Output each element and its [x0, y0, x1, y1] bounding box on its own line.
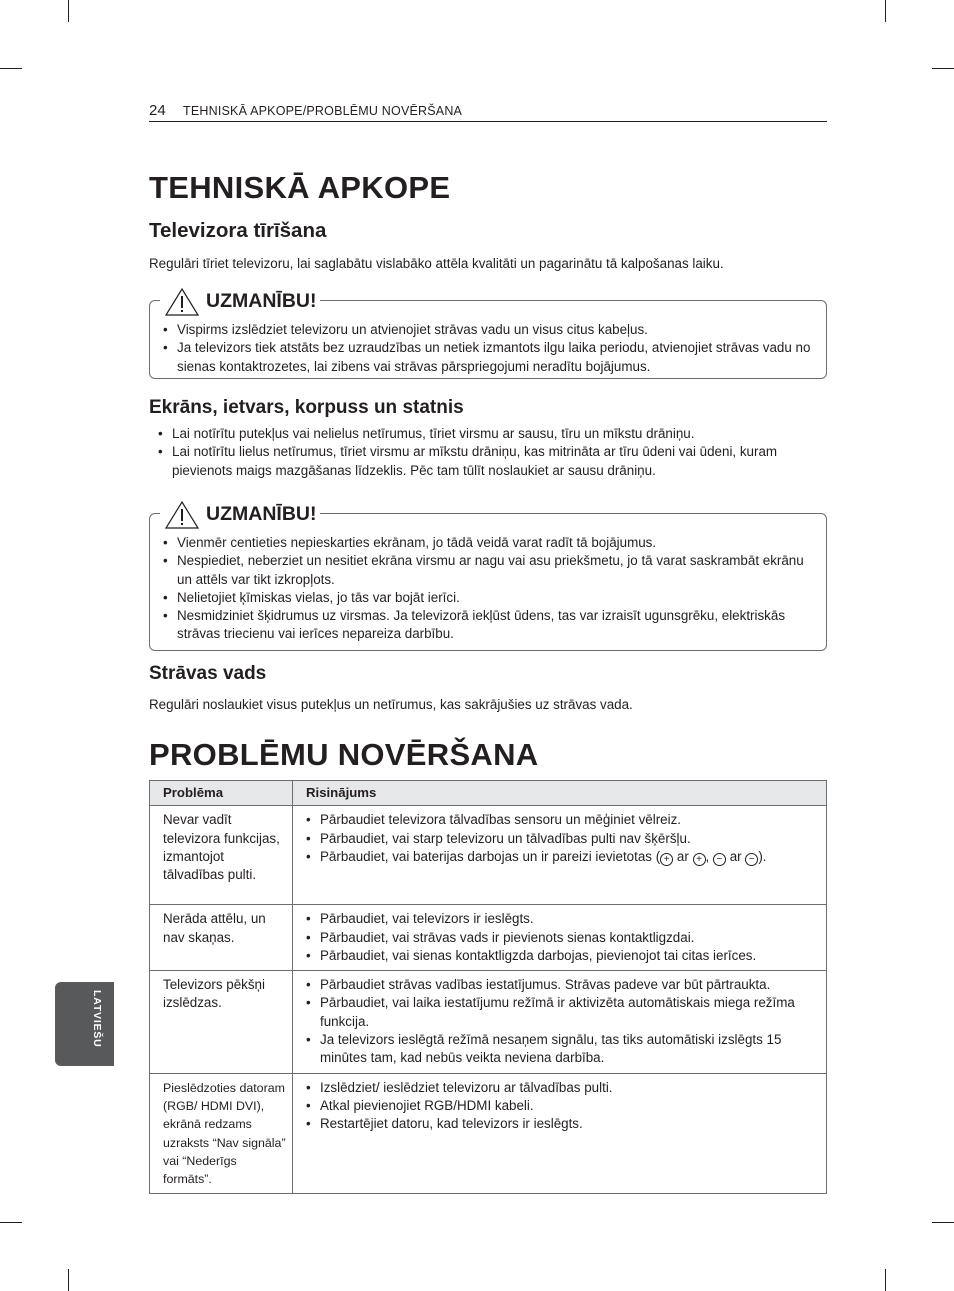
list-item: • Nesmidziniet šķidrumus uz virsmas. Ja televizorā iekļūst ūdens, tas var izraisīt ugunsgrēku, elektriskās strāvas triecienu vai ierīces nepareiza darbību.	[163, 607, 813, 644]
list-item	[306, 848, 818, 866]
battery-text-prefix: Pārbaudiet, vai baterijas darbojas un ir pareizi ievietotas (	[320, 848, 661, 864]
table-row	[150, 1073, 827, 1194]
battery-text-ar: ar	[725, 848, 746, 864]
caution-list	[163, 321, 813, 376]
list-item: • Lai notīrītu putekļus vai nelielus netīrumus, tīriet virsmu ar sausu, tīru un mīkstu drāniņu.	[158, 425, 820, 443]
column-header-solution: Risinājums	[293, 781, 827, 806]
caution-header	[160, 277, 320, 317]
list-item: • Ja televizors ieslēgtā režīmā nesaņem signālu, tas tiks automātiski izslēgts 15 minūtes tam, kad nebūs veikta neviena darbība.	[306, 1031, 818, 1068]
solution-cell	[293, 1073, 827, 1194]
list-item: • Ja televizors tiek atstāts bez uzraudzības un netiek izmantots ilgu laika periodu, atvienojiet strāvas vadu no sienas kontaktrozetes, lai zibens vai strāvas pārspriegojumi neradītu bojājumus.	[163, 339, 813, 376]
crop-mark	[0, 1222, 22, 1223]
solution-cell	[293, 971, 827, 1073]
crop-mark	[932, 1222, 954, 1223]
list-item: • Restartējiet datoru, kad televizors ir ieslēgts.	[306, 1115, 818, 1133]
list-item: • Atkal pievienojiet RGB/HDMI kabeli.	[306, 1097, 818, 1115]
table-row	[150, 806, 827, 905]
crop-mark	[885, 1269, 886, 1291]
problem-cell: Nerāda attēlu, un nav skaņas.	[150, 905, 293, 971]
list-item: • Nelietojiet ķīmiskas vielas, jo tās var bojāt ierīci.	[163, 589, 813, 607]
table-row	[150, 905, 827, 971]
crop-mark	[68, 1269, 69, 1291]
column-header-problem: Problēma	[150, 781, 293, 806]
minus-terminal-icon: −	[713, 853, 726, 866]
problem-cell: Televizors pēkšņi izslēdzas.	[150, 971, 293, 1073]
battery-text-comma: ,	[705, 848, 713, 864]
table-header-row	[150, 781, 827, 806]
caution-header	[160, 490, 320, 530]
list-item: • Nespiediet, neberziet un nesitiet ekrāna virsmu ar nagu vai asu priekšmetu, jo tā varat saskrambāt ekrānu un attēls var tikt izkropļots.	[163, 552, 813, 589]
subsection-title-cleaning: Televizora tīrīšana	[149, 219, 327, 242]
subsection-title-screen: Ekrāns, ietvars, korpuss un statnis	[149, 397, 464, 418]
troubleshooting-table	[149, 780, 827, 1194]
minus-terminal-icon: −	[745, 853, 758, 866]
table-row	[150, 971, 827, 1073]
section-title-maintenance: TEHNISKĀ APKOPE	[149, 170, 451, 205]
solution-list	[306, 811, 818, 866]
list-item: • Pārbaudiet strāvas vadības iestatījumus. Strāvas padeve var būt pārtraukta.	[306, 976, 818, 994]
page-number: 24	[149, 102, 166, 119]
list-item: • Pārbaudiet, vai laika iestatījumu režīmā ir aktivizēta automātiskais miega režīma funkcija.	[306, 994, 818, 1031]
plus-terminal-icon: +	[660, 853, 673, 866]
screen-cleaning-list	[158, 425, 820, 480]
battery-text-ar: ar	[673, 848, 693, 864]
list-item: • Lai notīrītu lielus netīrumus, tīriet virsmu ar mīkstu drāniņu, kas mitrināta ar tīru ūdeni vai ūdeni, kuram pievienots maigs mazgāšanas līdzeklis. Pēc tam tūlīt noslaukiet ar sausu drāniņu.	[158, 443, 820, 480]
list-item: • Pārbaudiet, vai strāvas vads ir pievienots sienas kontaktligzdai.	[306, 929, 818, 947]
language-label: LATVIEŠU	[91, 990, 103, 1048]
header-rule	[149, 121, 827, 122]
running-title: TEHNISKĀ APKOPE/PROBLĒMU NOVĒRŠANA	[183, 104, 463, 118]
warning-icon	[164, 500, 200, 530]
list-item: • Pārbaudiet, vai starp televizoru un tālvadības pulti nav šķēršļu.	[306, 830, 818, 848]
problem-cell: Pieslēdzoties datoram (RGB/ HDMI DVI), ekrānā redzams uzraksts “Nav signāla” vai “Nederīgs formāts”.	[150, 1073, 293, 1194]
list-item: • Vienmēr centieties nepieskarties ekrānam, jo tādā veidā varat radīt tā bojājumus.	[163, 534, 813, 552]
caution-box-2	[149, 503, 827, 651]
section-title-troubleshooting: PROBLĒMU NOVĒRŠANA	[149, 737, 539, 772]
solution-list	[306, 976, 818, 1067]
cleaning-text: Regulāri tīriet televizoru, lai saglabātu vislabāko attēla kvalitāti un pagarinātu tā kalpošanas laiku.	[149, 256, 724, 271]
warning-icon	[164, 287, 200, 317]
subsection-title-power-cord: Strāvas vads	[149, 663, 267, 684]
list-item: • Izslēdziet/ ieslēdziet televizoru ar tālvadības pulti.	[306, 1079, 818, 1097]
crop-mark	[68, 0, 69, 22]
list-item: • Pārbaudiet, vai sienas kontaktligzda darbojas, pievienojot tai citas ierīces.	[306, 947, 818, 965]
caution-label: UZMANĪBU!	[206, 503, 317, 525]
list-item: • Pārbaudiet, vai televizors ir ieslēgts.	[306, 910, 818, 928]
battery-text-suffix: ).	[758, 848, 767, 864]
list-item: • Vispirms izslēdziet televizoru un atvienojiet strāvas vadu un visus citus kabeļus.	[163, 321, 813, 339]
solution-cell	[293, 905, 827, 971]
crop-mark	[0, 68, 22, 69]
language-side-tab	[55, 982, 114, 1066]
power-cord-text: Regulāri noslaukiet visus putekļus un netīrumus, kas sakrājušies uz strāvas vada.	[149, 697, 633, 712]
list-item: • Pārbaudiet televizora tālvadības sensoru un mēģiniet vēlreiz.	[306, 811, 818, 829]
problem-cell: Nevar vadīt televizora funkcijas, izmantojot tālvadības pulti.	[150, 806, 293, 905]
caution-list	[163, 534, 813, 644]
crop-mark	[885, 0, 886, 22]
caution-label: UZMANĪBU!	[206, 290, 317, 312]
plus-terminal-icon: +	[693, 853, 706, 866]
solution-list	[306, 1079, 818, 1134]
caution-box-1	[149, 290, 827, 379]
solution-list	[306, 910, 818, 965]
crop-mark	[932, 68, 954, 69]
solution-cell	[293, 806, 827, 905]
